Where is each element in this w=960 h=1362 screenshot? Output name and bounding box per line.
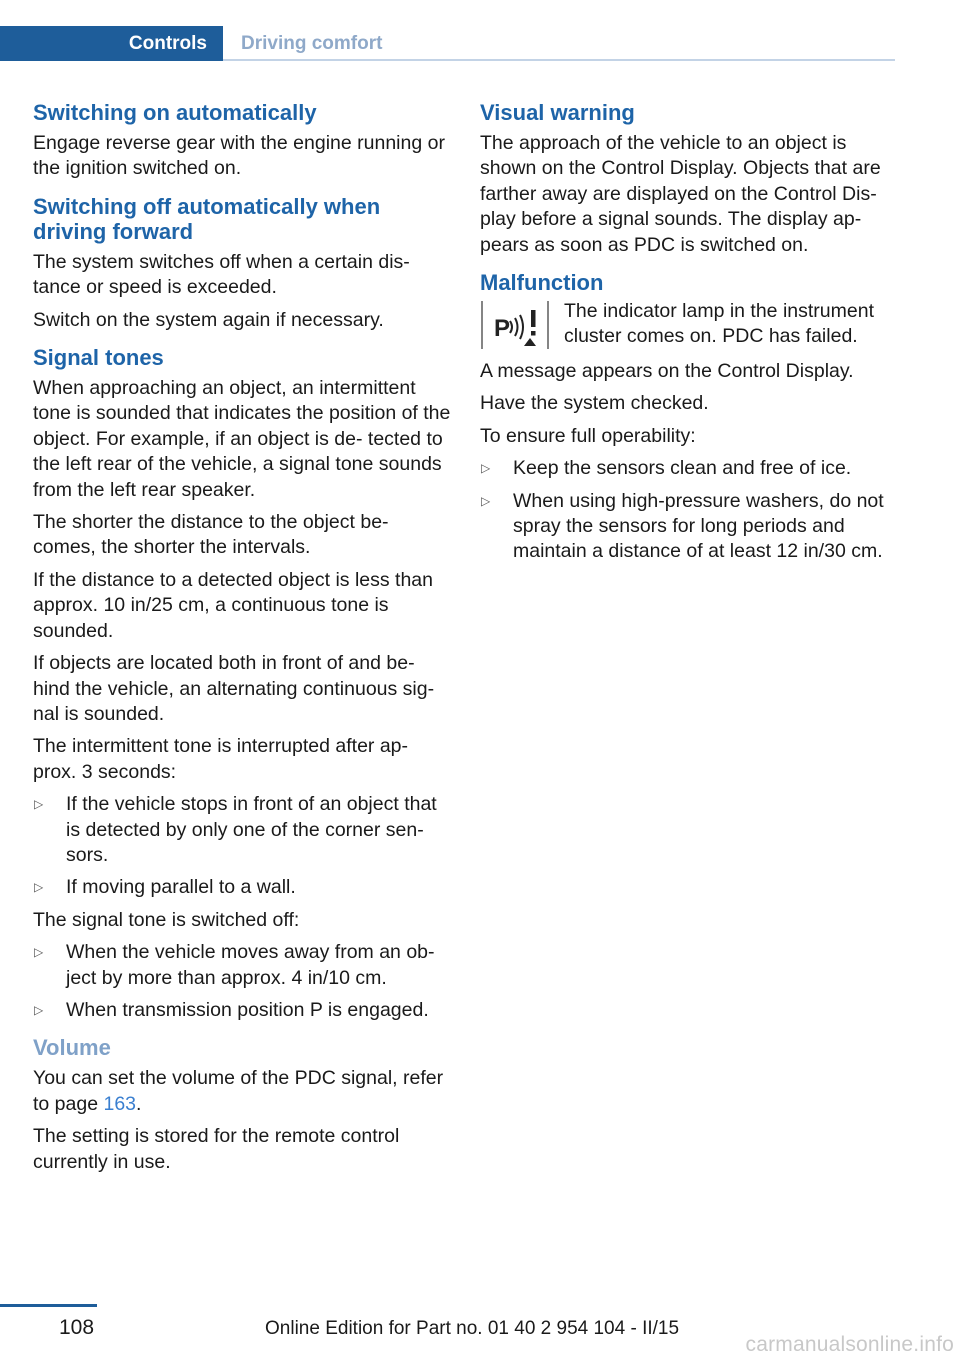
page-number: 108	[59, 1316, 95, 1339]
paragraph: If the distance to a detected object is less than approx. 10 in/25 cm, a continuous tone is sounded.	[33, 568, 433, 642]
paragraph: The signal tone is switched off:	[33, 908, 300, 931]
section-visual-warning	[480, 100, 896, 258]
triangle-bullet-icon: ▷	[34, 945, 44, 960]
tab-controls[interactable]	[0, 26, 223, 61]
heading-switching-off: Switching off automatically when driving forward	[33, 193, 381, 244]
bullet-list-operability	[480, 456, 896, 565]
list-item	[33, 940, 451, 991]
edition-text: Online Edition for Part no. 01 40 2 954 104 - II/15	[265, 1318, 680, 1339]
tab-driving-comfort[interactable]	[223, 26, 382, 61]
list-item-text: When using high-pressure washers, do not spray the sensors for long periods and maintain a distance of at least 12 in/30 cm.	[513, 489, 884, 563]
volume-text-end: .	[136, 1092, 142, 1115]
list-item	[33, 875, 451, 900]
tab-controls-label: Controls	[128, 32, 207, 54]
heading-signal-tones: Signal tones	[33, 345, 164, 371]
paragraph: The approach of the vehicle to an object is shown on the Control Display. Objects that are farther away are displayed on the Control Dis‐ play before a signal sounds. The display ap‐ pears as soon as PDC is switched on.	[480, 132, 881, 256]
triangle-bullet-icon: ▷	[481, 461, 491, 476]
paragraph: A message appears on the Control Display.	[480, 360, 854, 383]
list-item	[480, 456, 896, 481]
paragraph: To ensure full operability:	[480, 424, 696, 447]
footer-divider	[0, 1304, 97, 1307]
triangle-bullet-icon: ▷	[481, 493, 491, 508]
watermark: carmanualsonline.info	[745, 1333, 954, 1356]
paragraph: The intermittent tone is interrupted after ap‐ prox. 3 seconds:	[33, 735, 409, 783]
paragraph: The system switches off when a certain dis‐ tance or speed is exceeded.	[33, 250, 410, 299]
paragraph: If objects are located both in front of and be‐ hind the vehicle, an alternating continuous sig‐ nal is sounded.	[33, 652, 435, 725]
section-malfunction	[480, 270, 896, 565]
section-switching-on	[33, 100, 451, 182]
list-item-text: If moving parallel to a wall.	[66, 876, 296, 899]
heading-switching-on: Switching on automatically	[33, 100, 317, 125]
indicator-block	[480, 299, 896, 351]
list-item-text: Keep the sensors clean and free of ice.	[513, 457, 852, 480]
left-column	[33, 100, 451, 1187]
paragraph	[33, 1066, 451, 1117]
triangle-bullet-icon: ▷	[34, 880, 44, 895]
svg-text:P: P	[494, 315, 511, 343]
paragraph: The setting is stored for the remote control currently in use.	[33, 1125, 400, 1173]
right-column	[480, 100, 896, 577]
list-item-text: If the vehicle stops in front of an object that is detected by only one of the corner sen‐ sors.	[66, 793, 437, 866]
list-item	[480, 489, 896, 565]
pdc-warning-icon	[480, 299, 550, 351]
heading-visual-warning: Visual warning	[480, 100, 635, 125]
list-item-text: When transmission position P is engaged.	[66, 998, 429, 1021]
volume-text: You can set the volume of the PDC signal, refer to page	[33, 1067, 444, 1115]
triangle-bullet-icon: ▷	[34, 1002, 44, 1017]
header-divider	[223, 59, 895, 61]
tab-driving-comfort-label: Driving comfort	[241, 32, 383, 54]
bullet-list-interrupted	[33, 792, 451, 901]
paragraph: Switch on the system again if necessary.	[33, 308, 384, 331]
section-signal-tones	[33, 345, 451, 1023]
indicator-description: The indicator lamp in the instrument cluster comes on. PDC has failed.	[564, 300, 874, 348]
list-item	[33, 998, 451, 1023]
page-reference-link[interactable]: 163	[103, 1092, 137, 1115]
paragraph: The shorter the distance to the object be‐ comes, the shorter the intervals.	[33, 511, 389, 559]
heading-volume: Volume	[33, 1035, 111, 1061]
heading-malfunction: Malfunction	[480, 270, 604, 296]
paragraph: When approaching an object, an intermittent tone is sounded that indicates the position of the object. For example, if an object is de‐ tected to the left rear of the vehicle, a signal tone sounds from the left rear speaker.	[33, 377, 451, 501]
triangle-bullet-icon: ▷	[34, 797, 44, 812]
list-item	[33, 792, 451, 868]
paragraph: Engage reverse gear with the engine running or the ignition switched on.	[33, 132, 445, 180]
list-item-text: When the vehicle moves away from an ob‐ ject by more than approx. 4 in/10 cm.	[66, 941, 435, 989]
section-switching-off	[33, 194, 451, 333]
paragraph: Have the system checked.	[480, 392, 709, 415]
bullet-list-switched-off	[33, 940, 451, 1023]
section-volume	[33, 1035, 451, 1175]
